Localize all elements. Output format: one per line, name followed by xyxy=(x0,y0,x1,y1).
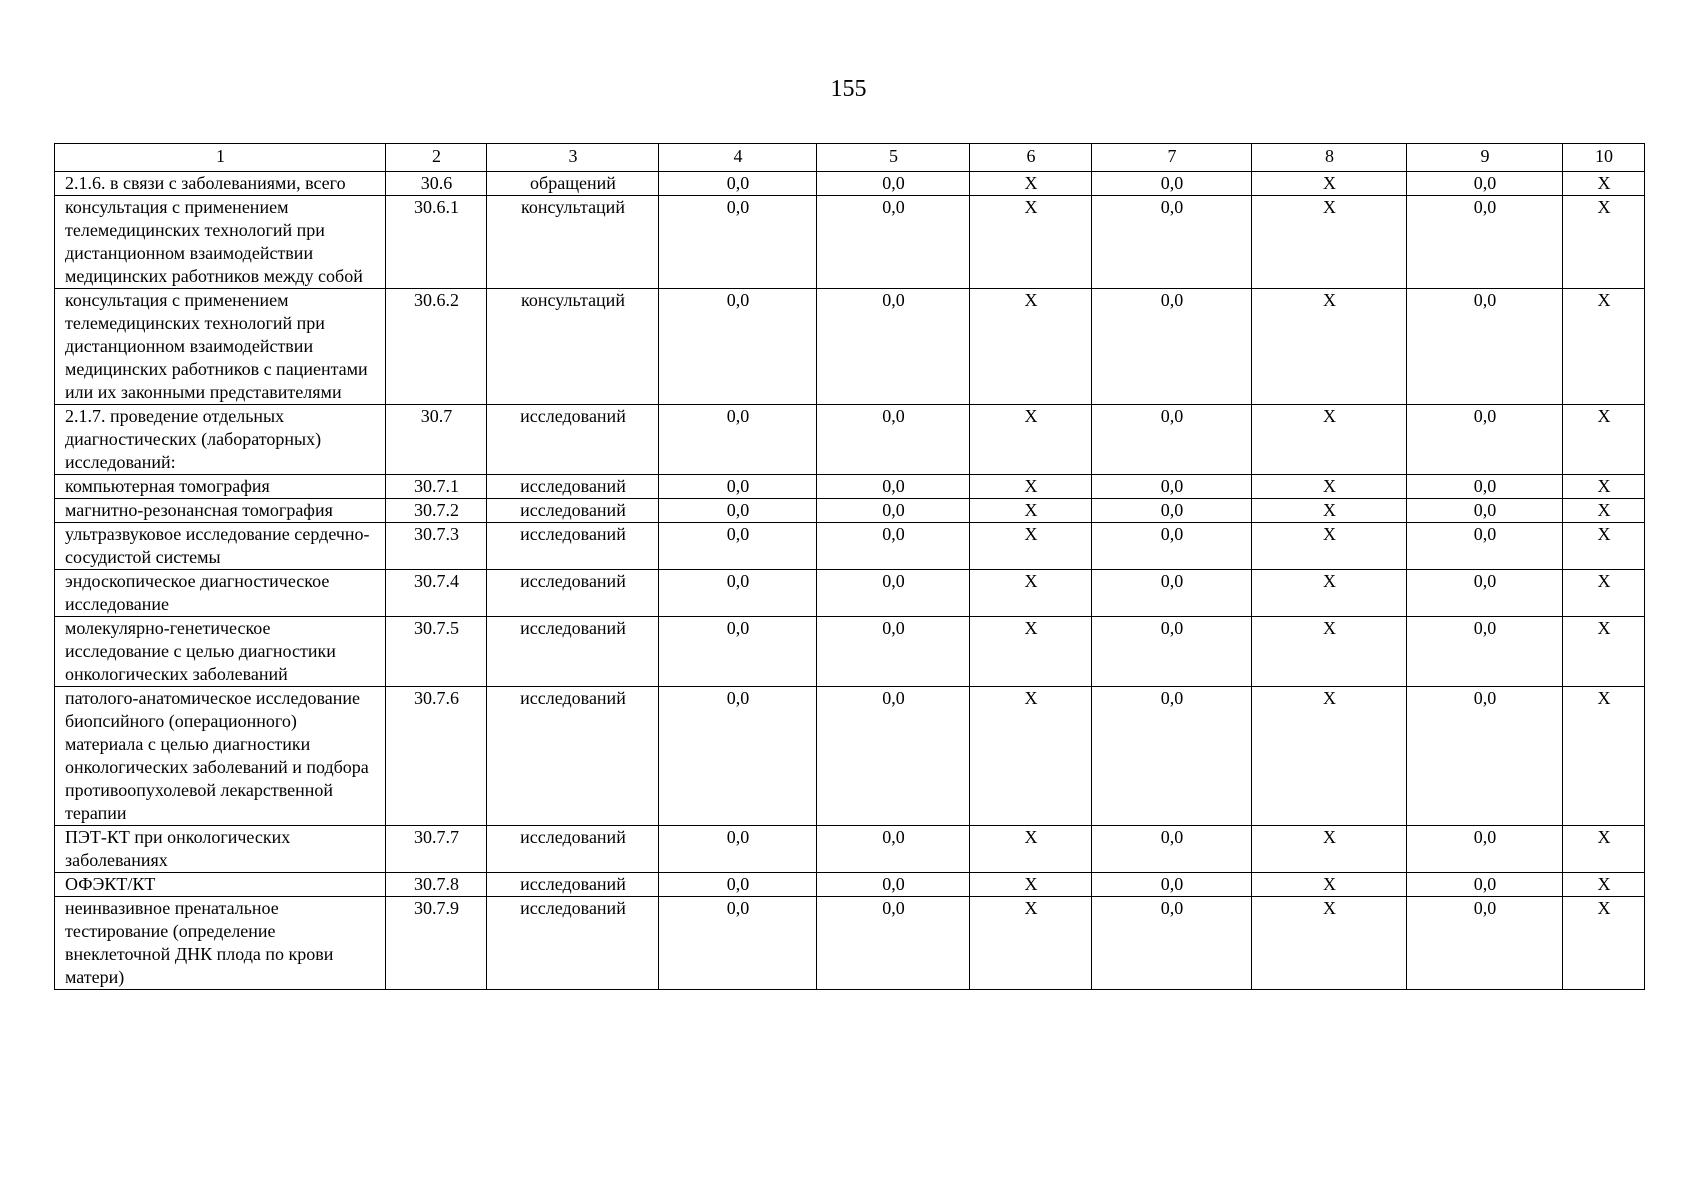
row-code-cell: 30.7.7 xyxy=(386,826,487,873)
header-cell-4: 4 xyxy=(659,144,817,172)
header-cell-7: 7 xyxy=(1092,144,1252,172)
table-row xyxy=(55,499,1645,523)
row-col9-cell: 0,0 xyxy=(1407,687,1563,826)
row-col5-cell: 0,0 xyxy=(817,289,970,405)
row-col6-cell: X xyxy=(970,405,1092,475)
row-col5-cell: 0,0 xyxy=(817,172,970,196)
row-col10-cell: X xyxy=(1563,405,1645,475)
row-col8-cell: X xyxy=(1252,570,1407,617)
row-col9-cell: 0,0 xyxy=(1407,570,1563,617)
row-col8-cell: X xyxy=(1252,523,1407,570)
row-name-cell: эндоскопическое диагностическое исследование xyxy=(55,570,386,617)
row-col4-cell: 0,0 xyxy=(659,570,817,617)
row-col7-cell: 0,0 xyxy=(1092,523,1252,570)
table-row xyxy=(55,289,1645,405)
table-row xyxy=(55,405,1645,475)
row-col6-cell: X xyxy=(970,499,1092,523)
header-cell-6: 6 xyxy=(970,144,1092,172)
row-unit-cell: исследований xyxy=(487,523,659,570)
row-col4-cell: 0,0 xyxy=(659,523,817,570)
row-col9-cell: 0,0 xyxy=(1407,897,1563,990)
row-col10-cell: X xyxy=(1563,172,1645,196)
row-col4-cell: 0,0 xyxy=(659,617,817,687)
row-col8-cell: X xyxy=(1252,873,1407,897)
row-col6-cell: X xyxy=(970,687,1092,826)
row-col9-cell: 0,0 xyxy=(1407,523,1563,570)
table-header xyxy=(55,144,1645,172)
row-col7-cell: 0,0 xyxy=(1092,289,1252,405)
row-col6-cell: X xyxy=(970,289,1092,405)
row-col7-cell: 0,0 xyxy=(1092,897,1252,990)
row-unit-cell: обращений xyxy=(487,172,659,196)
row-col6-cell: X xyxy=(970,523,1092,570)
row-col8-cell: X xyxy=(1252,405,1407,475)
row-col10-cell: X xyxy=(1563,499,1645,523)
row-code-cell: 30.7.3 xyxy=(386,523,487,570)
row-name-cell: магнитно-резонансная томография xyxy=(55,499,386,523)
row-col4-cell: 0,0 xyxy=(659,475,817,499)
row-col6-cell: X xyxy=(970,475,1092,499)
row-col8-cell: X xyxy=(1252,289,1407,405)
header-cell-2: 2 xyxy=(386,144,487,172)
row-col4-cell: 0,0 xyxy=(659,196,817,289)
data-table xyxy=(54,143,1645,990)
row-name-cell: 2.1.7. проведение отдельных диагностических (лабораторных) исследований: xyxy=(55,405,386,475)
row-name-cell: 2.1.6. в связи с заболеваниями, всего xyxy=(55,172,386,196)
table-row xyxy=(55,687,1645,826)
row-code-cell: 30.6.1 xyxy=(386,196,487,289)
table-body xyxy=(55,172,1645,990)
row-col7-cell: 0,0 xyxy=(1092,499,1252,523)
row-col7-cell: 0,0 xyxy=(1092,687,1252,826)
table-row xyxy=(55,826,1645,873)
row-col7-cell: 0,0 xyxy=(1092,873,1252,897)
row-col10-cell: X xyxy=(1563,196,1645,289)
header-row xyxy=(55,144,1645,172)
row-col10-cell: X xyxy=(1563,826,1645,873)
row-col5-cell: 0,0 xyxy=(817,405,970,475)
row-col9-cell: 0,0 xyxy=(1407,289,1563,405)
row-col10-cell: X xyxy=(1563,873,1645,897)
row-unit-cell: исследований xyxy=(487,826,659,873)
row-col9-cell: 0,0 xyxy=(1407,826,1563,873)
row-col5-cell: 0,0 xyxy=(817,873,970,897)
row-col7-cell: 0,0 xyxy=(1092,617,1252,687)
row-col7-cell: 0,0 xyxy=(1092,405,1252,475)
row-name-cell: ПЭТ-КТ при онкологических заболеваниях xyxy=(55,826,386,873)
row-unit-cell: исследований xyxy=(487,570,659,617)
row-name-cell: консультация с применением телемедицинских технологий при дистанционном взаимодействии медицинских работников между собой xyxy=(55,196,386,289)
row-col8-cell: X xyxy=(1252,475,1407,499)
header-cell-5: 5 xyxy=(817,144,970,172)
row-col9-cell: 0,0 xyxy=(1407,172,1563,196)
row-col6-cell: X xyxy=(970,617,1092,687)
row-col10-cell: X xyxy=(1563,570,1645,617)
row-col10-cell: X xyxy=(1563,289,1645,405)
row-col7-cell: 0,0 xyxy=(1092,475,1252,499)
row-col10-cell: X xyxy=(1563,523,1645,570)
row-col5-cell: 0,0 xyxy=(817,196,970,289)
row-col7-cell: 0,0 xyxy=(1092,196,1252,289)
row-col6-cell: X xyxy=(970,172,1092,196)
row-col7-cell: 0,0 xyxy=(1092,826,1252,873)
row-col10-cell: X xyxy=(1563,687,1645,826)
row-code-cell: 30.7.4 xyxy=(386,570,487,617)
row-col8-cell: X xyxy=(1252,897,1407,990)
row-col4-cell: 0,0 xyxy=(659,687,817,826)
row-col8-cell: X xyxy=(1252,499,1407,523)
row-col9-cell: 0,0 xyxy=(1407,617,1563,687)
row-col6-cell: X xyxy=(970,897,1092,990)
row-unit-cell: исследований xyxy=(487,897,659,990)
row-col10-cell: X xyxy=(1563,617,1645,687)
row-col5-cell: 0,0 xyxy=(817,499,970,523)
row-unit-cell: исследований xyxy=(487,475,659,499)
table-row xyxy=(55,196,1645,289)
row-col10-cell: X xyxy=(1563,475,1645,499)
header-cell-8: 8 xyxy=(1252,144,1407,172)
header-cell-1: 1 xyxy=(55,144,386,172)
row-col4-cell: 0,0 xyxy=(659,405,817,475)
row-code-cell: 30.7.2 xyxy=(386,499,487,523)
row-code-cell: 30.6 xyxy=(386,172,487,196)
row-code-cell: 30.7.6 xyxy=(386,687,487,826)
row-unit-cell: исследований xyxy=(487,405,659,475)
row-col8-cell: X xyxy=(1252,617,1407,687)
row-name-cell: компьютерная томография xyxy=(55,475,386,499)
table-row xyxy=(55,475,1645,499)
row-col5-cell: 0,0 xyxy=(817,570,970,617)
row-name-cell: неинвазивное пренатальное тестирование (определение внеклеточной ДНК плода по крови матери) xyxy=(55,897,386,990)
row-col9-cell: 0,0 xyxy=(1407,499,1563,523)
row-col10-cell: X xyxy=(1563,897,1645,990)
row-col8-cell: X xyxy=(1252,172,1407,196)
row-col5-cell: 0,0 xyxy=(817,897,970,990)
row-col4-cell: 0,0 xyxy=(659,289,817,405)
page-number: 155 xyxy=(830,76,867,102)
header-cell-10: 10 xyxy=(1563,144,1645,172)
row-unit-cell: исследований xyxy=(487,617,659,687)
row-col5-cell: 0,0 xyxy=(817,523,970,570)
row-col8-cell: X xyxy=(1252,826,1407,873)
header-cell-3: 3 xyxy=(487,144,659,172)
row-col5-cell: 0,0 xyxy=(817,826,970,873)
row-code-cell: 30.7.9 xyxy=(386,897,487,990)
row-unit-cell: исследований xyxy=(487,499,659,523)
row-name-cell: консультация с применением телемедицинских технологий при дистанционном взаимодействии медицинских работников с пациентами или их законными представителями xyxy=(55,289,386,405)
row-col6-cell: X xyxy=(970,196,1092,289)
row-code-cell: 30.7.8 xyxy=(386,873,487,897)
row-col5-cell: 0,0 xyxy=(817,687,970,826)
row-name-cell: ультразвуковое исследование сердечно-сосудистой системы xyxy=(55,523,386,570)
row-code-cell: 30.6.2 xyxy=(386,289,487,405)
table-row xyxy=(55,172,1645,196)
row-code-cell: 30.7 xyxy=(386,405,487,475)
row-name-cell: ОФЭКТ/КТ xyxy=(55,873,386,897)
row-col5-cell: 0,0 xyxy=(817,617,970,687)
table-row xyxy=(55,570,1645,617)
row-col6-cell: X xyxy=(970,826,1092,873)
row-col9-cell: 0,0 xyxy=(1407,873,1563,897)
header-cell-9: 9 xyxy=(1407,144,1563,172)
row-unit-cell: исследований xyxy=(487,687,659,826)
row-col9-cell: 0,0 xyxy=(1407,196,1563,289)
table-row xyxy=(55,897,1645,990)
row-col8-cell: X xyxy=(1252,687,1407,826)
row-name-cell: молекулярно-генетическое исследование с целью диагностики онкологических заболеваний xyxy=(55,617,386,687)
table-row xyxy=(55,617,1645,687)
row-col4-cell: 0,0 xyxy=(659,873,817,897)
row-unit-cell: консультаций xyxy=(487,196,659,289)
row-col7-cell: 0,0 xyxy=(1092,172,1252,196)
row-unit-cell: исследований xyxy=(487,873,659,897)
row-col4-cell: 0,0 xyxy=(659,826,817,873)
row-col7-cell: 0,0 xyxy=(1092,570,1252,617)
row-unit-cell: консультаций xyxy=(487,289,659,405)
row-col8-cell: X xyxy=(1252,196,1407,289)
row-col4-cell: 0,0 xyxy=(659,499,817,523)
row-code-cell: 30.7.1 xyxy=(386,475,487,499)
row-name-cell: патолого-анатомическое исследование биопсийного (операционного) материала с целью диагностики онкологических заболеваний и подбора противоопухолевой лекарственной терапии xyxy=(55,687,386,826)
row-col6-cell: X xyxy=(970,873,1092,897)
row-code-cell: 30.7.5 xyxy=(386,617,487,687)
table-row xyxy=(55,873,1645,897)
row-col9-cell: 0,0 xyxy=(1407,475,1563,499)
row-col4-cell: 0,0 xyxy=(659,897,817,990)
row-col4-cell: 0,0 xyxy=(659,172,817,196)
row-col9-cell: 0,0 xyxy=(1407,405,1563,475)
row-col5-cell: 0,0 xyxy=(817,475,970,499)
table-row xyxy=(55,523,1645,570)
row-col6-cell: X xyxy=(970,570,1092,617)
